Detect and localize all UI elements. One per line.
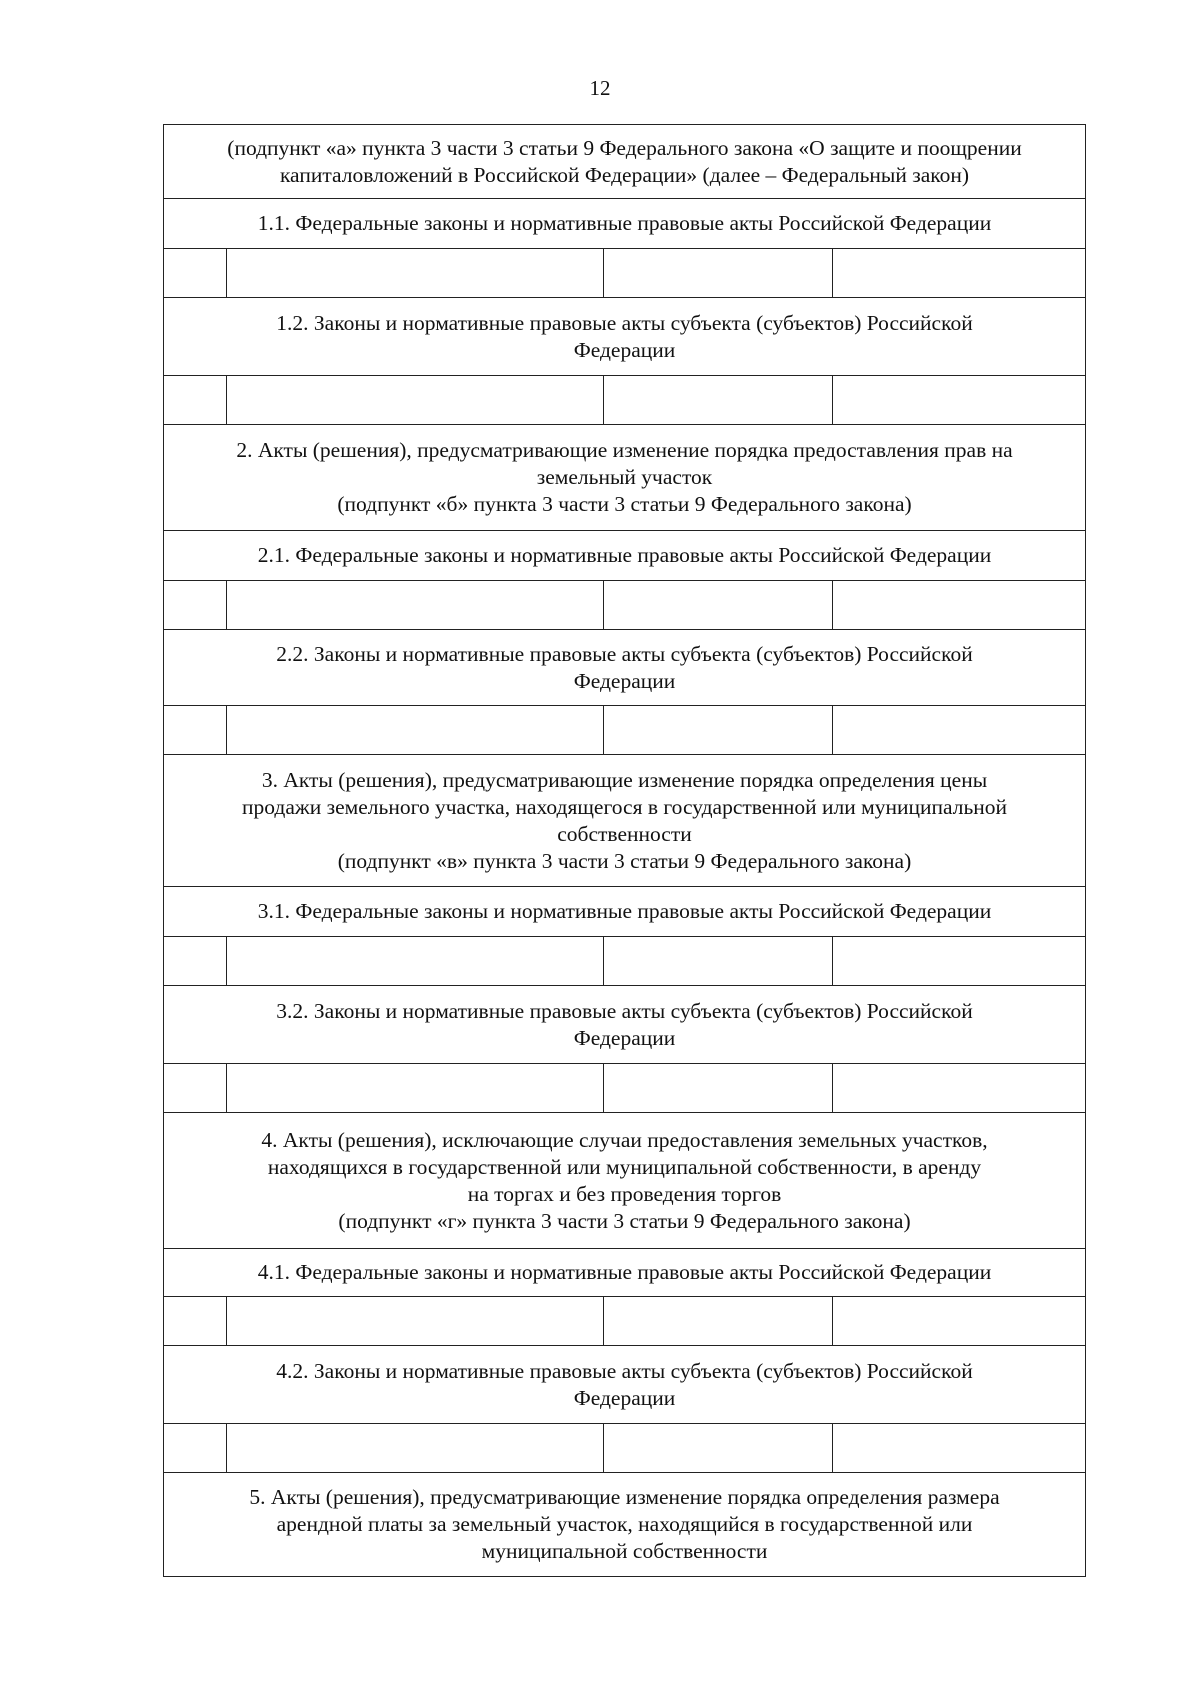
section-header-row [164, 1113, 1086, 1249]
section-header-line: 4.2. Законы и нормативные правовые акты субъекта (субъектов) Российской [276, 1358, 973, 1383]
section-header-row [164, 425, 1086, 531]
section-header-line: (подпункт «г» пункта 3 части 3 статьи 9 Федерального закона) [338, 1208, 911, 1233]
blank-entry-cell [604, 1424, 833, 1473]
section-header-line: капиталовложений в Российской Федерации» (далее – Федеральный закон) [279, 162, 970, 187]
blank-entry-cell [164, 249, 227, 298]
blank-entry-cell [833, 1297, 1086, 1346]
blank-entry-cell [227, 1297, 604, 1346]
blank-entry-row [164, 937, 1086, 986]
section-header-line: (подпункт «в» пункта 3 части 3 статьи 9 Федерального закона) [337, 848, 912, 873]
blank-entry-cell [833, 937, 1086, 986]
section-header-line: продажи земельного участка, находящегося в государственной или муниципальной [242, 794, 1008, 819]
blank-entry-cell [604, 937, 833, 986]
section-header-line: (подпункт «б» пункта 3 части 3 статьи 9 Федерального закона) [337, 492, 912, 516]
section-header-line: Федерации [573, 1025, 676, 1050]
section-header-line: 5. Акты (решения), предусматривающие изменение порядка определения размера [249, 1485, 1000, 1509]
section-header-cell [164, 1249, 1086, 1297]
section-header-line: 3. Акты (решения), предусматривающие изменение порядка определения цены [261, 767, 988, 792]
section-header-row [164, 1473, 1086, 1577]
section-header-row [164, 887, 1086, 937]
section-header-cell [164, 1473, 1086, 1577]
section-header-row [164, 125, 1086, 199]
section-header-cell [164, 1113, 1086, 1249]
section-header-row [164, 1249, 1086, 1297]
section-header-line: (подпункт «а» пункта 3 части 3 статьи 9 Федерального закона «О защите и поощрении [227, 135, 1022, 160]
blank-entry-cell [164, 1297, 227, 1346]
section-header-row [164, 1346, 1086, 1424]
blank-entry-cell [833, 376, 1086, 425]
blank-entry-cell [227, 706, 604, 755]
blank-entry-cell [227, 1064, 604, 1113]
blank-entry-cell [833, 249, 1086, 298]
section-header-line: 2. Акты (решения), предусматривающие изменение порядка предоставления прав на [236, 438, 1013, 462]
page-number: 12 [589, 76, 611, 100]
blank-entry-cell [164, 581, 227, 630]
blank-entry-cell [604, 249, 833, 298]
section-header-cell [164, 199, 1086, 249]
blank-entry-cell [833, 581, 1086, 630]
section-header-line: 2.2. Законы и нормативные правовые акты субъекта (субъектов) Российской [276, 641, 973, 666]
section-header-line: находящихся в государственной или муниципальной собственности, в аренду [267, 1154, 982, 1179]
section-header-cell [164, 1346, 1086, 1424]
section-header-cell [164, 531, 1086, 581]
section-header-line: 1.1. Федеральные законы и нормативные правовые акты Российской Федерации [257, 211, 992, 235]
blank-entry-cell [604, 376, 833, 425]
blank-entry-cell [227, 937, 604, 986]
section-header-line: Федерации [573, 337, 676, 362]
section-header-line: на торгах и без проведения торгов [467, 1181, 782, 1206]
section-header-row [164, 755, 1086, 887]
blank-entry-cell [227, 249, 604, 298]
blank-entry-cell [164, 1424, 227, 1473]
blank-entry-row [164, 1424, 1086, 1473]
blank-entry-cell [227, 581, 604, 630]
blank-entry-cell [604, 1297, 833, 1346]
blank-entry-cell [227, 1424, 604, 1473]
blank-entry-cell [833, 1424, 1086, 1473]
acts-table [163, 124, 1086, 1577]
section-header-line: Федерации [573, 668, 676, 693]
section-header-line: земельный участок [536, 465, 713, 489]
blank-entry-row [164, 706, 1086, 755]
blank-entry-cell [604, 706, 833, 755]
blank-entry-row [164, 581, 1086, 630]
section-header-cell [164, 425, 1086, 531]
section-header-line: 3.2. Законы и нормативные правовые акты субъекта (субъектов) Российской [276, 998, 973, 1023]
section-header-row [164, 630, 1086, 706]
section-header-line: 3.1. Федеральные законы и нормативные правовые акты Российской Федерации [257, 899, 992, 923]
section-header-cell [164, 887, 1086, 937]
section-header-line: собственности [557, 821, 692, 846]
blank-entry-cell [833, 1064, 1086, 1113]
blank-entry-cell [164, 1064, 227, 1113]
section-header-row [164, 531, 1086, 581]
section-header-line: Федерации [573, 1385, 676, 1410]
acts-table-body [164, 125, 1086, 1577]
blank-entry-row [164, 1297, 1086, 1346]
section-header-cell [164, 298, 1086, 376]
blank-entry-cell [604, 1064, 833, 1113]
section-header-cell [164, 986, 1086, 1064]
section-header-row [164, 298, 1086, 376]
blank-entry-cell [164, 706, 227, 755]
blank-entry-cell [164, 376, 227, 425]
section-header-line: 1.2. Законы и нормативные правовые акты субъекта (субъектов) Российской [276, 310, 973, 335]
blank-entry-row [164, 376, 1086, 425]
section-header-row [164, 986, 1086, 1064]
section-header-line: 4.1. Федеральные законы и нормативные правовые акты Российской Федерации [257, 1260, 992, 1284]
blank-entry-cell [604, 581, 833, 630]
section-header-cell [164, 125, 1086, 199]
blank-entry-row [164, 1064, 1086, 1113]
section-header-cell [164, 630, 1086, 706]
blank-entry-cell [227, 376, 604, 425]
section-header-cell [164, 755, 1086, 887]
section-header-line: 2.1. Федеральные законы и нормативные правовые акты Российской Федерации [257, 543, 992, 567]
section-header-row [164, 199, 1086, 249]
section-header-line: 4. Акты (решения), исключающие случаи предоставления земельных участков, [261, 1127, 988, 1152]
blank-entry-cell [833, 706, 1086, 755]
section-header-line: муниципальной собственности [481, 1539, 768, 1563]
section-header-line: арендной платы за земельный участок, находящийся в государственной или [276, 1512, 973, 1536]
blank-entry-row [164, 249, 1086, 298]
blank-entry-cell [164, 937, 227, 986]
